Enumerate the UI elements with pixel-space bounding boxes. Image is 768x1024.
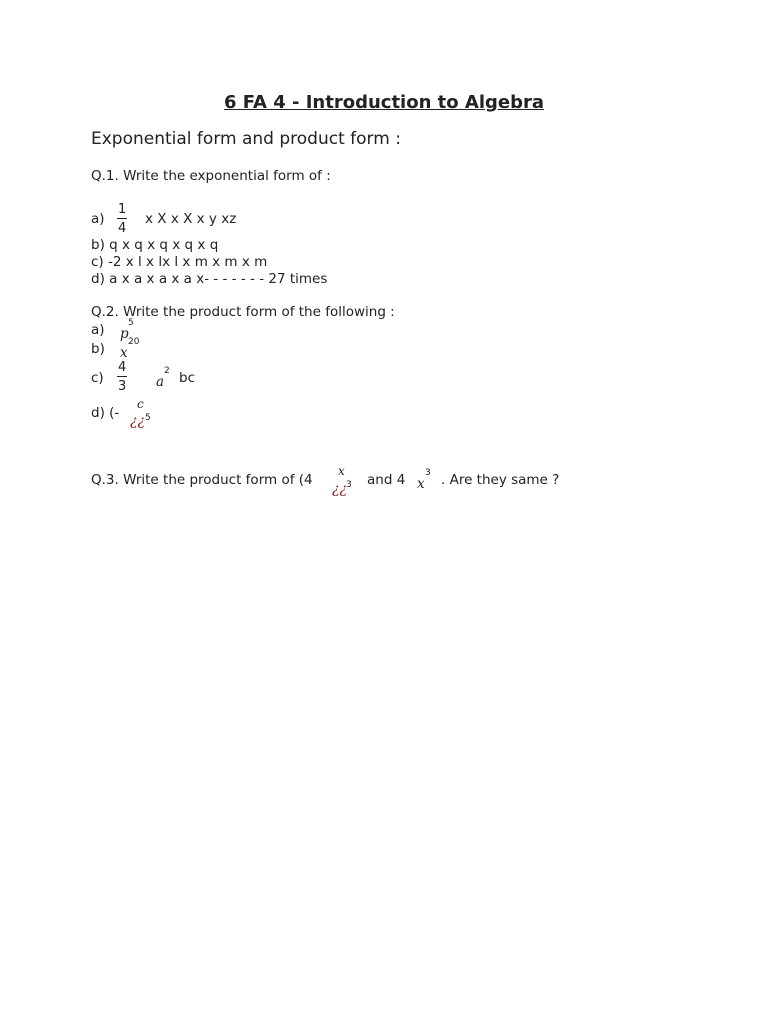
q2-c-denominator: 3 bbox=[118, 379, 127, 394]
q2-d-numerator: c bbox=[137, 397, 144, 411]
q2-a-base: p bbox=[120, 326, 129, 342]
q2-b-label: b) bbox=[91, 341, 105, 357]
q1-d: d) a x a x a x a x- - - - - - - 27 times bbox=[91, 271, 328, 287]
q3-expression bbox=[417, 473, 425, 492]
q2-d-exponent: 5 bbox=[145, 413, 151, 423]
q1-a-fraction bbox=[117, 202, 127, 236]
q2-c-fraction bbox=[117, 360, 127, 394]
q3-exponent: 3 bbox=[425, 468, 431, 478]
q1-prompt: Q.1. Write the exponential form of : bbox=[91, 168, 331, 184]
q3-denominator-exponent: 3 bbox=[346, 480, 352, 490]
q3-prompt: Q.3. Write the product form of (4 bbox=[91, 472, 313, 488]
q1-b: b) q x q x q x q x q bbox=[91, 237, 219, 253]
q1-c: c) -2 x l x lx l x m x m x m bbox=[91, 254, 268, 270]
q3-tail: . Are they same ? bbox=[441, 472, 560, 488]
page-title: 6 FA 4 - Introduction to Algebra bbox=[223, 92, 545, 113]
q3-numerator: x bbox=[338, 464, 345, 478]
q2-b-exponent: 20 bbox=[128, 337, 140, 347]
q3-denominator: ¿¿ bbox=[332, 481, 348, 497]
q2-d-denominator: ¿¿ bbox=[130, 413, 146, 429]
q2-c-exponent: 2 bbox=[164, 366, 170, 376]
q2-c-label: c) bbox=[91, 370, 104, 386]
q2-d-label: d) (- bbox=[91, 405, 120, 421]
q2-a-exponent: 5 bbox=[128, 318, 134, 328]
q3-base: x bbox=[417, 476, 425, 492]
q1-a-text: x X x X x y xz bbox=[145, 211, 237, 227]
q2-c-tail: bc bbox=[179, 370, 195, 386]
q2-prompt: Q.2. Write the product form of the following : bbox=[91, 304, 395, 320]
section-heading: Exponential form and product form : bbox=[91, 129, 401, 149]
q2-c-base: a bbox=[156, 374, 165, 390]
q2-b-expression bbox=[120, 342, 128, 361]
q2-c-expression bbox=[156, 371, 164, 390]
q1-a-label: a) bbox=[91, 211, 105, 227]
q3-mid-text: and 4 bbox=[367, 472, 406, 488]
q2-a-label: a) bbox=[91, 322, 105, 338]
q2-b-base: x bbox=[120, 345, 128, 361]
q2-c-numerator: 4 bbox=[118, 360, 127, 375]
q1-a-numerator: 1 bbox=[118, 202, 127, 217]
q1-a-denominator: 4 bbox=[118, 221, 127, 236]
